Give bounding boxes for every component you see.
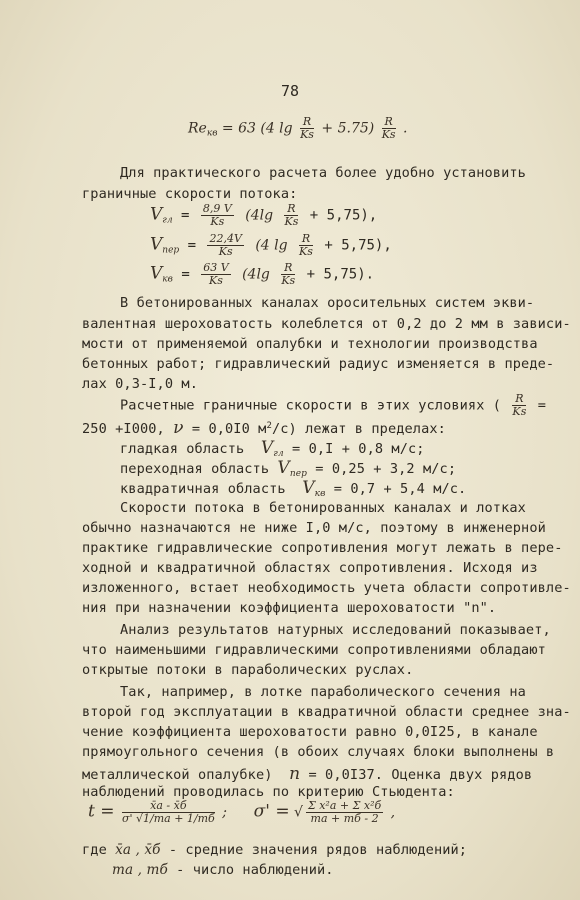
range-smooth: гладкая область $V_{гл} = 0,I + 0,8$ м/с; <box>120 438 425 459</box>
text-line: изложенного, встает необходимость учета области сопротивле- <box>82 580 571 596</box>
text-line: что наименьшими гидравлическими сопротивлениями обладают <box>82 642 546 658</box>
where-line-2: ma , mб - число наблюдений. <box>112 862 334 878</box>
text-line: чение коэффициента шероховатости равно 0,0I25, в канале <box>82 724 538 740</box>
text-line: второй год эксплуатации в квадратичной области среднее зна- <box>82 704 571 720</box>
v-kv-formula: $V_{кв}$ = $\frac{63 V}{Ks}$ (4lg $\frac{R}{Ks}$ + 5,75). <box>150 261 375 287</box>
text-line: бетонных работ; гидравлический радиус изменяется в преде- <box>82 356 555 372</box>
v-gl-formula: $V_{гл}$ = $\frac{8,9 V}{Ks}$ (4lg $\frac{R}{Ks}$ + 5,75), <box>150 202 378 228</box>
text-line: мости от применяемой опалубки и технологии производства <box>82 336 538 352</box>
range-transition: переходная область $V_{пер} = 0,25 + 3,2$ м/с; <box>120 458 457 479</box>
text-line: наблюдений проводилась по критерию Стьюдента: <box>82 784 455 800</box>
v-per-formula: $V_{пер}$ = $\frac{22,4V}{Ks}$ (4 lg $\frac{R}{Ks}$ + 5,75), <box>150 232 392 258</box>
text-line: открытые потоки в параболических руслах. <box>82 662 414 678</box>
text-line: В бетонированных каналах оросительных систем экви- <box>120 295 535 311</box>
reynolds-formula: $Re_{кв} = 63$ (4 lg $\frac{R}{Ks}$ + 5.75) $\frac{R}{Ks}$ . <box>188 115 408 141</box>
text-line: граничные скорости потока: <box>82 186 298 202</box>
text-line: валентная шероховатость колеблется от 0,2 до 2 мм в зависи- <box>82 316 571 332</box>
text-line: ния при назначении коэффициента шероховатости "n". <box>82 600 497 616</box>
text-line: Анализ результатов натурных исследований показывает, <box>120 622 551 638</box>
text-line: обычно назначаются не ниже I,0 м/с, поэтому в инженерной <box>82 520 546 536</box>
text-line: 250 +I000, ν = 0,0I0 $м^2/с$) лежат в пределах: <box>82 418 446 438</box>
text-line: практике гидравлические сопротивления могут лежать в пере- <box>82 540 563 556</box>
text-line: лах 0,3-I,0 м. <box>82 376 198 392</box>
text-line: металлической опалубке) n = 0,0I37. Оценка двух рядов <box>82 764 533 784</box>
student-formula: t = $\frac{x̄a - x̄б}{\sigma' √1/ma + 1/mб}$ ; σ' = √ $\frac{\text{Σ x²a + Σ x²б}}{ma + mб - 2}$ , <box>88 799 396 825</box>
text-line: Скорости потока в бетонированных каналах и лотках <box>120 500 526 516</box>
page-number: 78 <box>280 82 300 100</box>
text-line: ходной и квадратичной областях сопротивления. Исходя из <box>82 560 538 576</box>
where-line-1: где x̄a , x̄б - средние значения рядов наблюдений; <box>82 842 468 858</box>
text-line: Расчетные граничные скорости в этих условиях ( $\frac{R}{Ks}$ = <box>120 392 547 418</box>
text-line: прямоугольного сечения (в обоих случаях блоки выполнены в <box>82 744 555 760</box>
range-quadratic: квадратичная область $V_{кв} = 0,7 + 5,4$ м/с. <box>120 478 467 499</box>
text-line: Для практического расчета более удобно установить <box>120 165 526 181</box>
text-line: Так, например, в лотке параболического сечения на <box>120 684 526 700</box>
